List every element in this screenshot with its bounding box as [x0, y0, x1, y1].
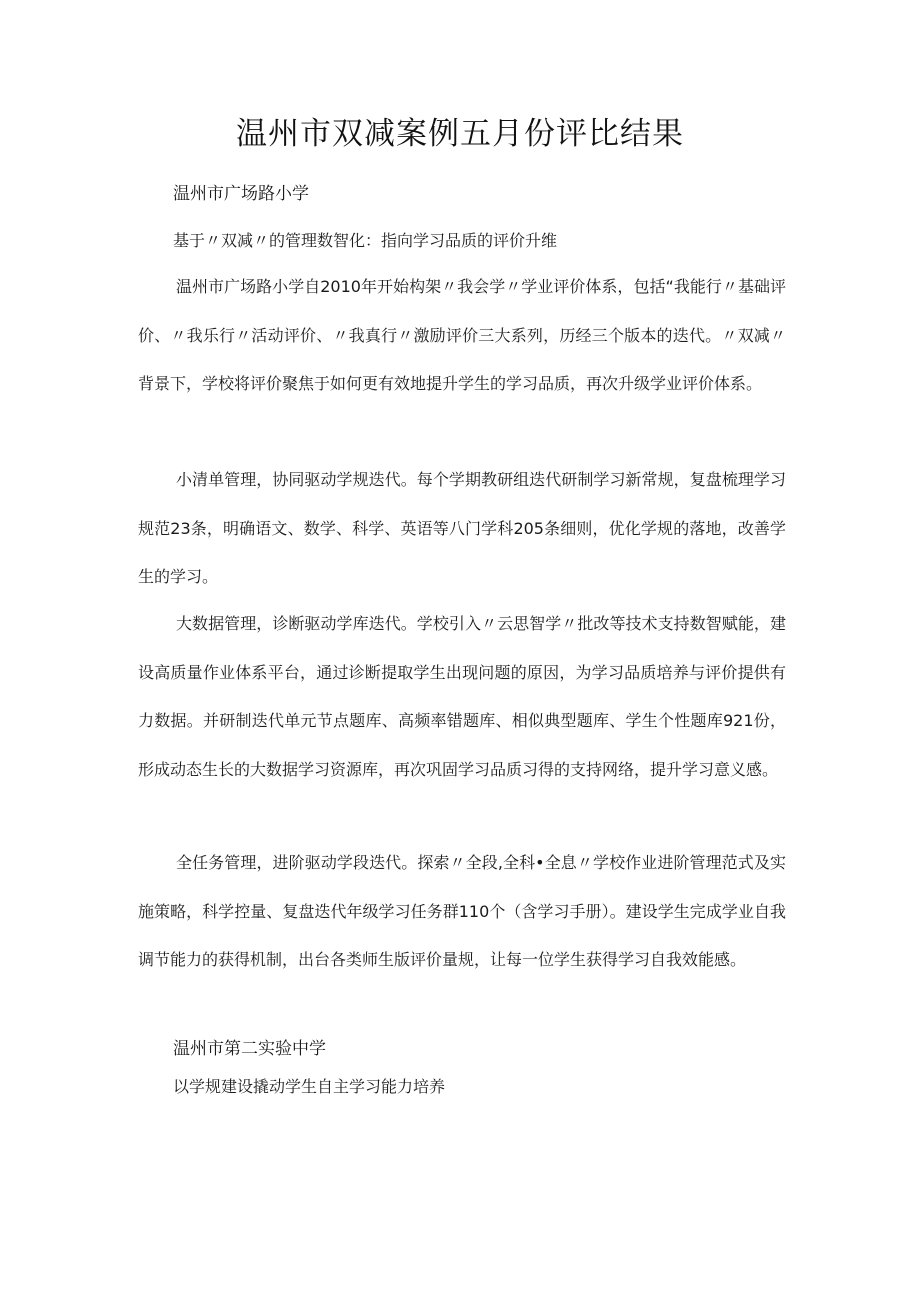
paragraph-3: 大数据管理，诊断驱动学库迭代。学校引入〃云思智学〃批改等技术支持数智赋能，建设高质量作业体系平台，通过诊断提取学生出现问题的原因，为学习品质培养与评价提供有力数据。并研制迭代单元节点题库、高频率错题库、相似典型题库、学生个性题库921份，形成动态生长的大数据学习资源库，再次巩固学习品质习得的支持网络，提升学习意义感。: [138, 614, 786, 779]
paragraph-1: 温州市广场路小学自2010年开始构架〃我会学〃学业评价体系，包括“我能行〃基础评价、〃我乐行〃活动评价、〃我真行〃激励评价三大系列，历经三个版本的迭代。〃双减〃背景下，学校将评价聚焦于如何更有效地提升学生的学习品质，再次升级学业评价体系。: [138, 277, 786, 394]
paragraph-2: 小清单管理，协同驱动学规迭代。每个学期教研组迭代研制学习新常规，复盘梳理学习规范23条，明确语文、数学、科学、英语等八门学科205条细则，优化学规的落地，改善学生的学习。: [138, 470, 786, 587]
school-name-1: 温州市广场路小学: [173, 184, 309, 204]
document-title: 温州市双减案例五月份评比结果: [236, 116, 684, 152]
paragraph-4: 全任务管理，进阶驱动学段迭代。探索〃全段,全科•全息〃学校作业进阶管理范式及实施策略，科学控量、复盘迭代年级学习任务群110个（含学习手册）。建设学生完成学业自我调节能力的获得机制，出台各类师生版评价量规，让每一位学生获得学习自我效能感。: [138, 853, 786, 970]
school-name-2: 温州市第二实验中学: [173, 1039, 326, 1059]
case-title-1: 基于〃双减〃的管理数智化：指向学习品质的评价升维: [173, 231, 558, 250]
case-title-2: 以学规建设撬动学生自主学习能力培养: [173, 1077, 446, 1096]
